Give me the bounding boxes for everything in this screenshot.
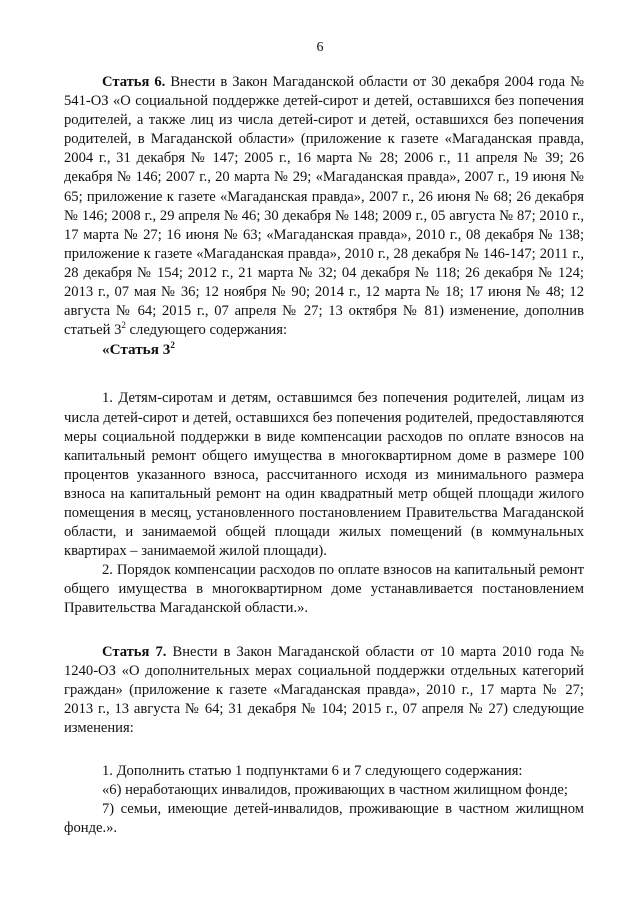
article-7-item-1: 1. Дополнить статью 1 подпунктами 6 и 7 следующего содержания: (102, 763, 523, 779)
new-article-heading-superscript: 2 (170, 340, 175, 351)
article-6-paragraph (64, 73, 584, 340)
article-6-superscript: 2 (121, 320, 126, 331)
article-6-label: Статья 6. (102, 74, 166, 90)
page-number: 6 (316, 40, 324, 55)
article-7-paragraph (64, 643, 584, 738)
article-7-subitem-6: «6) неработающих инвалидов, проживающих в частном жилищном фонде; (102, 782, 568, 799)
article-7-text: Внести в Закон Магаданской области от 10 марта 2010 года № 1240-ОЗ «О дополнительных мерах социальной поддержки отдельных категорий граждан» (приложение к газете «Магаданская правда», 2010 г., 17 марта № 27; 2013 г., 13 августа № 64; 31 декабря № 104; 2015 г., 07 апреля № 27) следующие изменения: (64, 643, 584, 736)
article-6-tail: следующего содержания: (125, 322, 288, 339)
article-6-text: Внести в Закон Магаданской области от 30 декабря 2004 года № 541-ОЗ «О социальной поддержке детей-сирот и детей, оставшихся без попечения родителей, а также лиц из числа детей-сирот и детей, оставшихся без попечения родителей, в Магаданской области» (приложение к газете «Магаданская правда, 2004 г., 31 декабря № 147; 2005 г., 16 марта № 28; 2006 г., 11 апреля № 39; 26 декабря № 146; 2007 г., 20 марта № 29; «Магаданская правда», 2007 г., 19 июня № 65; приложение к газете «Магаданская правда», 2007 г., 26 июня № 68; 26 декабря № 146; 2008 г., 29 апреля № 46; 30 декабря № 148; 2009 г., 05 августа № 87; 2010 г., 17 марта № 27; 16 июня № 63; «Магаданская правда», 2010 г., 08 декабря № 138; приложение к газете «Магаданская правда», 2010 г., 28 декабря № 146-147; 2011 г., 28 декабря № 154; 2012 г., 21 марта № 32; 04 декабря № 118; 26 декабря № 124; 2013 г., 07 мая № 36; 12 ноября № 90; 2014 г., 12 марта № 18; 17 июня № 48; 12 августа № 64; 2015 г., 07 апреля № 27; 13 октября № 81) изменение, дополнив статьей 3 (64, 74, 584, 339)
spacer (64, 359, 584, 389)
article-7-label: Статья 7. (102, 643, 167, 660)
spacer (64, 738, 584, 762)
document-body (64, 73, 584, 838)
article-6-item-1: 1. Детям-сиротам и детям, оставшимся без попечения родителей, лицам из числа детей-сирот и детей, оставшихся без попечения родителей, предоставляются меры социальной поддержки в виде компенсации расходов по оплате взносов на капитальный ремонт общего имущества в многоквартирном доме в размере 100 процентов указанного взноса, рассчитанного исходя из минимального размера взноса на капитальный ремонт на один квадратный метр общей площади жилого помещения в месяц, установленного постановлением Правительства Магаданской области, и занимаемой общей площади жилых помещений (в коммунальных квартирах – занимаемой жилой площади). (64, 390, 584, 560)
new-article-heading-text: «Статья 3 (102, 341, 171, 359)
new-article-heading (64, 340, 584, 359)
article-7-subitem-7: 7) семьи, имеющие детей-инвалидов, проживающие в частном жилищном фонде.». (64, 801, 584, 837)
spacer (64, 619, 584, 643)
article-6-item-2: 2. Порядок компенсации расходов по оплате взносов на капитальный ремонт общего имущества в многоквартирном доме устанавливается постановлением Правительства Магаданской области.». (64, 562, 584, 617)
